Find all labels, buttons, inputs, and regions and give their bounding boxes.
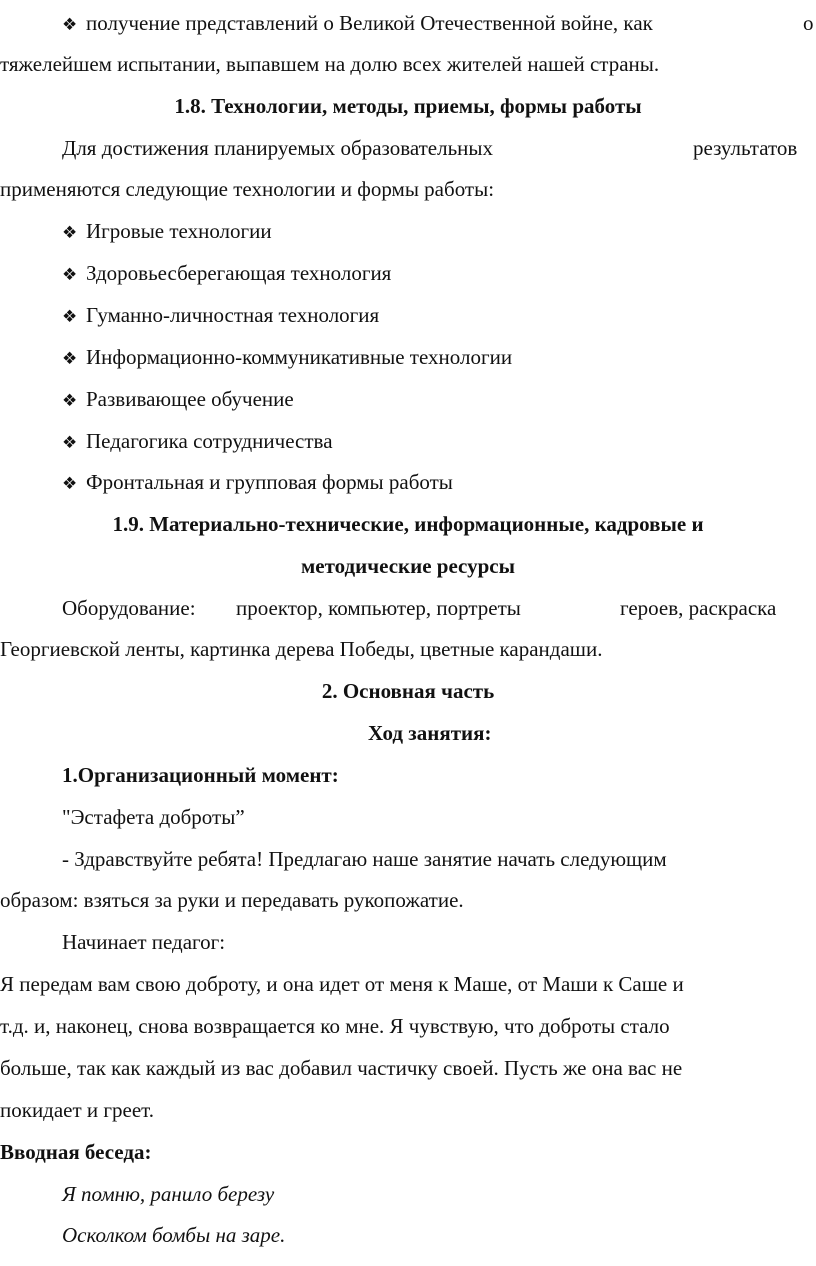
diamond-bullet-icon: ❖ bbox=[62, 474, 78, 494]
section-1-9-heading-line2: методические ресурсы bbox=[301, 554, 515, 578]
section-1-8-para-right: результатов bbox=[693, 136, 798, 160]
intro-bullet-item bbox=[62, 10, 653, 38]
list-item: ❖ Развивающее обучение bbox=[62, 386, 294, 414]
diamond-bullet-icon: ❖ bbox=[62, 391, 78, 411]
diamond-bullet-icon: ❖ bbox=[62, 433, 78, 453]
list-item: ❖ Гуманно-личностная технология bbox=[62, 302, 379, 330]
poem-line: Я помню, ранило березу bbox=[62, 1182, 275, 1206]
speech-line: покидает и греет. bbox=[0, 1098, 155, 1122]
list-item: ❖ Педагогика сотрудничества bbox=[62, 428, 333, 456]
intro-continuation: тяжелейшем испытании, выпавшем на долю всех жителей нашей страны. bbox=[0, 52, 660, 76]
section-1-8-heading: 1.8. Технологии, методы, приемы, формы работы bbox=[174, 94, 642, 118]
section-1-9-heading-line1: 1.9. Материально-технические, информационные, кадровые и bbox=[112, 512, 704, 536]
list-item: ❖ Игровые технологии bbox=[62, 218, 272, 246]
lesson-progress-heading: Ход занятия: bbox=[368, 721, 492, 745]
speech-line: т.д. и, наконец, снова возвращается ко мне. Я чувствую, что доброты стало bbox=[0, 1014, 670, 1038]
list-item: ❖ Фронтальная и групповая формы работы bbox=[62, 469, 453, 497]
list-item: ❖ Здоровьесберегающая технология bbox=[62, 260, 391, 288]
section-1-8-para-line2: применяются следующие технологии и формы работы: bbox=[0, 177, 495, 201]
speech-line: больше, так как каждый из вас добавил частичку своей. Пусть же она вас не bbox=[0, 1056, 683, 1080]
section-2-heading: 2. Основная часть bbox=[321, 679, 495, 703]
intro-bullet-tail: о bbox=[803, 11, 814, 35]
equipment-list-part: героев, раскраска bbox=[620, 596, 777, 620]
equipment-label: Оборудование: bbox=[62, 596, 196, 620]
section-1-8-para-left: Для достижения планируемых образовательных bbox=[62, 136, 494, 160]
list-item: ❖ Информационно-коммуникативные технологии bbox=[62, 344, 512, 372]
teacher-starts: Начинает педагог: bbox=[62, 930, 226, 954]
equipment-line2: Георгиевской ленты, картинка дерева Победы, цветные карандаши. bbox=[0, 637, 603, 661]
speech-line: Я передам вам свою доброту, и она идет от меня к Маше, от Маши к Саше и bbox=[0, 972, 684, 996]
poem-line: Осколком бомбы на заре. bbox=[62, 1223, 286, 1247]
greeting-line2: образом: взяться за руки и передавать рукопожатие. bbox=[0, 888, 464, 912]
diamond-bullet-icon: ❖ bbox=[62, 223, 78, 243]
diamond-bullet-icon: ❖ bbox=[62, 349, 78, 369]
equipment-list-part: проектор, компьютер, портреты bbox=[236, 596, 521, 620]
intro-bullet-text: получение представлений о Великой Отечественной войне, как bbox=[86, 11, 653, 35]
diamond-bullet-icon: ❖ bbox=[62, 265, 78, 285]
org-moment-heading: 1.Организационный момент: bbox=[62, 763, 339, 787]
greeting-line1: - Здравствуйте ребята! Предлагаю наше занятие начать следующим bbox=[62, 847, 667, 871]
intro-talk-heading: Вводная беседа: bbox=[0, 1140, 152, 1164]
diamond-bullet-icon: ❖ bbox=[62, 15, 78, 35]
diamond-bullet-icon: ❖ bbox=[62, 307, 78, 327]
relay-title: "Эстафета доброты” bbox=[62, 805, 245, 829]
